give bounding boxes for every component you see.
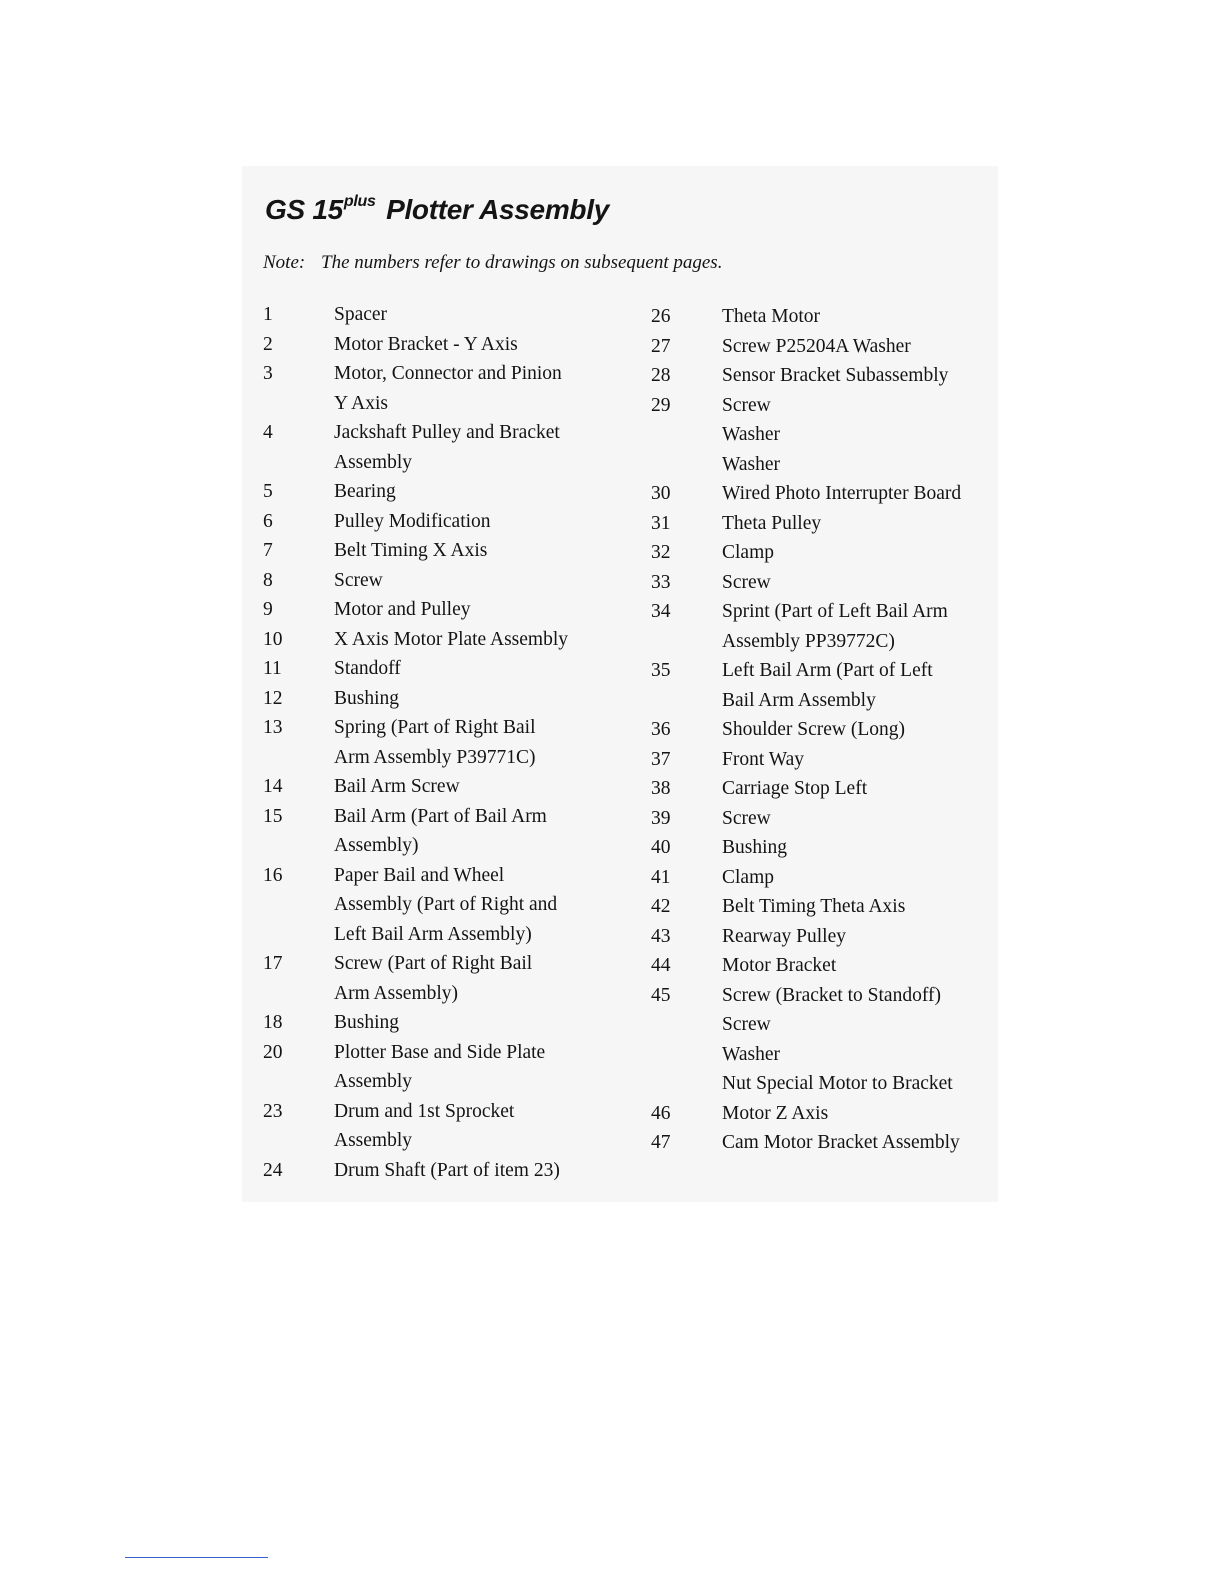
part-description: Screw (Bracket to Standoff)	[722, 984, 941, 1006]
part-description: Carriage Stop Left	[722, 778, 868, 799]
part-number: 8	[263, 569, 273, 591]
part-number: 15	[263, 805, 283, 827]
note-text: The numbers refer to drawings on subsequent pages.	[321, 252, 723, 273]
part-description: Bail Arm Assembly	[722, 689, 876, 711]
part-number: 24	[263, 1159, 283, 1181]
part-number: 28	[651, 365, 671, 386]
part-description: Assembly	[334, 451, 412, 473]
part-description: Assembly PP39772C)	[722, 630, 895, 652]
part-number: 43	[651, 925, 671, 947]
part-description: Sensor Bracket Subassembly	[722, 365, 949, 386]
part-description: X Axis Motor Plate Assembly	[334, 628, 569, 650]
part-description: Clamp	[722, 866, 774, 888]
part-description: Screw	[722, 1014, 771, 1035]
part-description: Jackshaft Pulley and Bracket	[334, 422, 560, 443]
part-number: 13	[263, 717, 283, 738]
part-description: Plotter Base and Side Plate	[334, 1041, 546, 1063]
part-number: 34	[651, 601, 671, 622]
part-description: Left Bail Arm Assembly)	[334, 923, 532, 945]
footer-rule	[125, 1557, 268, 1558]
part-description: Front Way	[722, 748, 805, 770]
part-number: 36	[651, 719, 671, 740]
part-description: Screw P25204A Washer	[722, 335, 911, 357]
part-number: 4	[263, 422, 273, 443]
part-number: 1	[263, 304, 273, 325]
part-number: 10	[263, 628, 283, 650]
part-description: Washer	[722, 1043, 780, 1065]
part-number: 17	[263, 953, 283, 974]
part-number: 37	[651, 748, 671, 770]
part-description: Drum Shaft (Part of item 23)	[334, 1159, 560, 1181]
part-number: 9	[263, 599, 273, 620]
part-description: Y Axis	[334, 392, 388, 414]
part-number: 31	[651, 512, 671, 534]
part-number: 26	[651, 306, 671, 327]
part-description: Bushing	[334, 1012, 400, 1033]
note	[263, 250, 722, 276]
title-superscript: plus	[343, 193, 376, 210]
part-number: 35	[651, 660, 671, 681]
part-number: 5	[263, 481, 273, 502]
part-description: Arm Assembly P39771C)	[334, 746, 536, 768]
part-description: Assembly	[334, 1130, 412, 1151]
part-number: 44	[651, 955, 671, 976]
part-number: 39	[651, 807, 671, 829]
part-description: Standoff	[334, 658, 401, 679]
part-description: Bail Arm Screw	[334, 776, 460, 797]
note-label: Note:	[263, 252, 306, 273]
part-description: Assembly	[334, 1071, 412, 1092]
part-number: 12	[263, 687, 283, 709]
part-description: Washer	[722, 453, 780, 475]
part-number: 18	[263, 1012, 283, 1033]
part-description: Motor Bracket - Y Axis	[334, 333, 518, 355]
part-description: Nut Special Motor to Bracket	[722, 1073, 953, 1094]
part-number: 47	[651, 1132, 671, 1153]
part-number: 20	[263, 1041, 283, 1063]
part-description: Sprint (Part of Left Bail Arm	[722, 601, 948, 622]
part-description: Motor, Connector and Pinion	[334, 363, 562, 384]
part-description: Assembly (Part of Right and	[334, 894, 558, 915]
part-description: Belt Timing X Axis	[334, 540, 488, 561]
part-number: 38	[651, 778, 671, 799]
part-description: Paper Bail and Wheel	[334, 864, 505, 886]
part-description: Motor and Pulley	[334, 599, 471, 620]
part-description: Screw (Part of Right Bail	[334, 953, 533, 974]
part-number: 30	[651, 483, 671, 504]
part-description: Drum and 1st Sprocket	[334, 1100, 515, 1122]
part-description: Screw	[722, 807, 771, 829]
page-title	[265, 188, 609, 237]
part-description: Screw	[722, 394, 771, 416]
part-description: Bail Arm (Part of Bail Arm	[334, 805, 547, 827]
part-description: Screw	[334, 569, 383, 591]
part-number: 14	[263, 776, 283, 797]
part-number: 2	[263, 333, 273, 355]
part-description: Wired Photo Interrupter Board	[722, 483, 962, 504]
title-prefix: GS 15	[265, 194, 343, 225]
part-number: 29	[651, 394, 671, 416]
part-description: Left Bail Arm (Part of Left	[722, 660, 933, 681]
part-number: 3	[263, 363, 273, 384]
part-description: Spring (Part of Right Bail	[334, 717, 536, 738]
part-description: Pulley Modification	[334, 510, 491, 532]
part-description: Theta Pulley	[722, 512, 822, 534]
part-number: 7	[263, 540, 273, 561]
part-number: 46	[651, 1102, 671, 1124]
part-number: 6	[263, 510, 273, 532]
part-description: Clamp	[722, 542, 774, 563]
part-description: Rearway Pulley	[722, 925, 847, 947]
part-description: Bushing	[722, 837, 788, 858]
part-description: Motor Bracket	[722, 955, 837, 976]
part-number: 33	[651, 571, 671, 593]
part-description: Arm Assembly)	[334, 982, 459, 1004]
part-number: 42	[651, 896, 671, 917]
part-number: 11	[263, 658, 282, 679]
part-number: 45	[651, 984, 671, 1006]
part-description: Spacer	[334, 304, 388, 325]
part-description: Cam Motor Bracket Assembly	[722, 1132, 960, 1153]
part-number: 23	[263, 1100, 283, 1122]
part-description: Assembly)	[334, 835, 419, 856]
part-description: Theta Motor	[722, 306, 821, 327]
part-number: 16	[263, 864, 283, 886]
part-description: Bushing	[334, 687, 400, 709]
part-number: 32	[651, 542, 671, 563]
part-description: Belt Timing Theta Axis	[722, 896, 906, 917]
part-description: Washer	[722, 424, 780, 445]
part-number: 41	[651, 866, 671, 888]
part-number: 27	[651, 335, 671, 357]
part-description: Bearing	[334, 481, 396, 502]
part-description: Motor Z Axis	[722, 1102, 829, 1124]
part-description: Shoulder Screw (Long)	[722, 719, 906, 740]
title-suffix: Plotter Assembly	[386, 194, 609, 225]
part-number: 40	[651, 837, 671, 858]
part-description: Screw	[722, 571, 771, 593]
